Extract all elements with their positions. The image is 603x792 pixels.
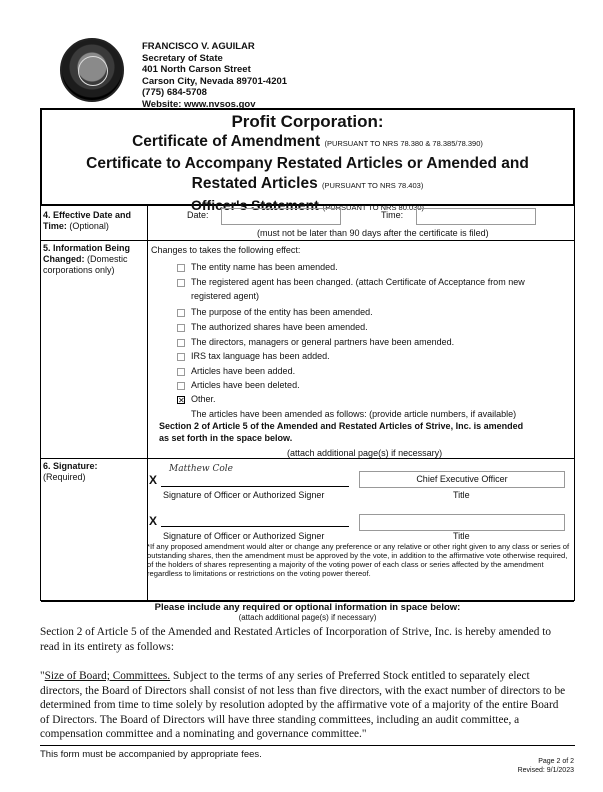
signature-x-mark-1: X <box>149 473 158 487</box>
effective-time-input[interactable] <box>416 208 536 225</box>
changes-intro: Changes to takes the following effect: <box>151 245 301 255</box>
form-title-box <box>40 108 575 213</box>
option-purpose: The purpose of the entity has been amended. <box>191 307 373 317</box>
officer-signature[interactable]: Matthew Cole <box>169 464 234 474</box>
checkbox-irs-tax[interactable] <box>177 353 185 361</box>
fees-note: This form must be accompanied by appropriate fees. <box>40 749 262 760</box>
officer-title-input[interactable]: Chief Executive Officer <box>359 471 565 488</box>
checkbox-entity-name[interactable] <box>177 264 185 272</box>
option-directors: The directors, managers or general partners have been amended. <box>191 337 455 347</box>
amendment-intro-paragraph: Section 2 of Article 5 of the Amended and Restated Articles of Incorporation of Strive, Inc. is hereby amended to read in its entirety as follows: <box>40 626 552 653</box>
city-address: Carson City, Nevada 89701-4201 <box>142 75 288 87</box>
checkbox-authorized-shares[interactable] <box>177 324 185 332</box>
effective-date-input[interactable] <box>221 208 341 225</box>
include-heading: Please include any required or optional information in space below: <box>154 602 461 613</box>
page-info <box>500 757 574 775</box>
website: Website: www.nvsos.gov <box>142 98 256 110</box>
section-4-label: 4. Effective Date and Time: (Optional) <box>43 210 132 231</box>
checkbox-articles-added[interactable] <box>177 368 185 376</box>
title-caption-2: Title <box>453 531 470 541</box>
amendment-disclaimer: *If any proposed amendment would alter or change any preference or any relative or other right given to any class or series of outstanding shares, then the amendment must be approved by the vote, in addition to the affirmative vote otherwise required, of the holders of shares representing a majority of the voting power of each class or series affected by the amendment regardless to limitations or restrictions on the voting power thereof. <box>147 542 570 578</box>
office-address <box>142 41 287 111</box>
amendment-text-paragraph: "Size of Board; Committees. Subject to the terms of any series of Preferred Stock entitled to separately elect directors, the Board of Directors shall consist of not less than five directors, with the exact number of directors to be determined from time to time solely by resolution adopted by the affirmative vote of a majority of the entire Board of Directors. The Board of Directors will have three standing committees, including an audit committee, a compensation committee and a nominating and governance committee." <box>40 670 566 741</box>
title-line-4: Officer's Statement (PURSUANT TO NRS 80.030) <box>191 197 424 213</box>
nevada-state-seal <box>60 38 124 102</box>
title-line-2: Certificate of Amendment (PURSUANT TO NRS 78.380 & 78.385/78.390) <box>132 133 483 150</box>
check-x-icon: ✕ <box>178 396 185 405</box>
checkbox-directors[interactable] <box>177 339 185 347</box>
title-caption-1: Title <box>453 490 470 500</box>
date-limit-note: (must not be later than 90 days after the certificate is filed) <box>257 228 489 238</box>
officer-title-input-2[interactable] <box>359 514 565 531</box>
include-note: (attach additional page(s) if necessary) <box>238 613 377 622</box>
option-articles-added: Articles have been added. <box>191 366 296 376</box>
other-text-line-2[interactable]: as set forth in the space below. <box>159 433 293 443</box>
option-registered-agent: The registered agent has been changed. (attach Certificate of Acceptance from new <box>191 277 525 287</box>
option-authorized-shares: The authorized shares have been amended. <box>191 322 368 332</box>
option-registered-agent-cont: registered agent) <box>191 291 260 301</box>
section-5-label: 5. Information Being Changed: (Domestic corporations only) <box>43 243 131 275</box>
footer-divider <box>40 745 575 746</box>
option-entity-name: The entity name has been amended. <box>191 262 338 272</box>
other-text-line-1[interactable]: Section 2 of Article 5 of the Amended and Restated Articles of Strive, Inc. is amended <box>159 421 524 431</box>
signature-x-mark-2: X <box>149 514 158 528</box>
option-articles-deleted: Articles have been deleted. <box>191 380 300 390</box>
section-heading: Size of Board; Committees. <box>44 670 171 682</box>
secretary-name: FRANCISCO V. AGUILAR <box>142 41 255 52</box>
checkbox-other[interactable] <box>177 396 185 404</box>
checkbox-articles-deleted[interactable] <box>177 382 185 390</box>
date-label: Date: <box>187 210 209 220</box>
attach-note: (attach additional page(s) if necessary) <box>287 448 443 458</box>
revision-date: Revised: 9/1/2023 <box>517 767 574 774</box>
checkbox-registered-agent[interactable] <box>177 279 185 287</box>
time-label: Time: <box>381 210 404 220</box>
page-number: Page 2 of 2 <box>538 758 574 765</box>
office-title: Secretary of State <box>142 52 223 64</box>
title-line-3b: Restated Articles (PURSUANT TO NRS 78.403) <box>191 175 424 192</box>
title-line-1: Profit Corporation: <box>231 112 384 131</box>
title-line-3a: Certificate to Accompany Restated Articles or Amended and <box>86 155 529 172</box>
option-other: Other. <box>191 394 216 404</box>
form-grid <box>40 206 575 601</box>
checkbox-purpose[interactable] <box>177 309 185 317</box>
include-info-section <box>40 602 575 622</box>
phone-number: (775) 684-5708 <box>142 87 207 99</box>
signature-caption-2: Signature of Officer or Authorized Signer <box>163 531 325 541</box>
option-irs-tax: IRS tax language has been added. <box>191 351 330 361</box>
street-address: 401 North Carson Street <box>142 64 251 76</box>
other-description: The articles have been amended as follows: (provide article numbers, if available) <box>191 409 517 419</box>
section-6-label: 6. Signature: (Required) <box>43 461 98 482</box>
signature-caption-1: Signature of Officer or Authorized Signer <box>163 490 325 500</box>
